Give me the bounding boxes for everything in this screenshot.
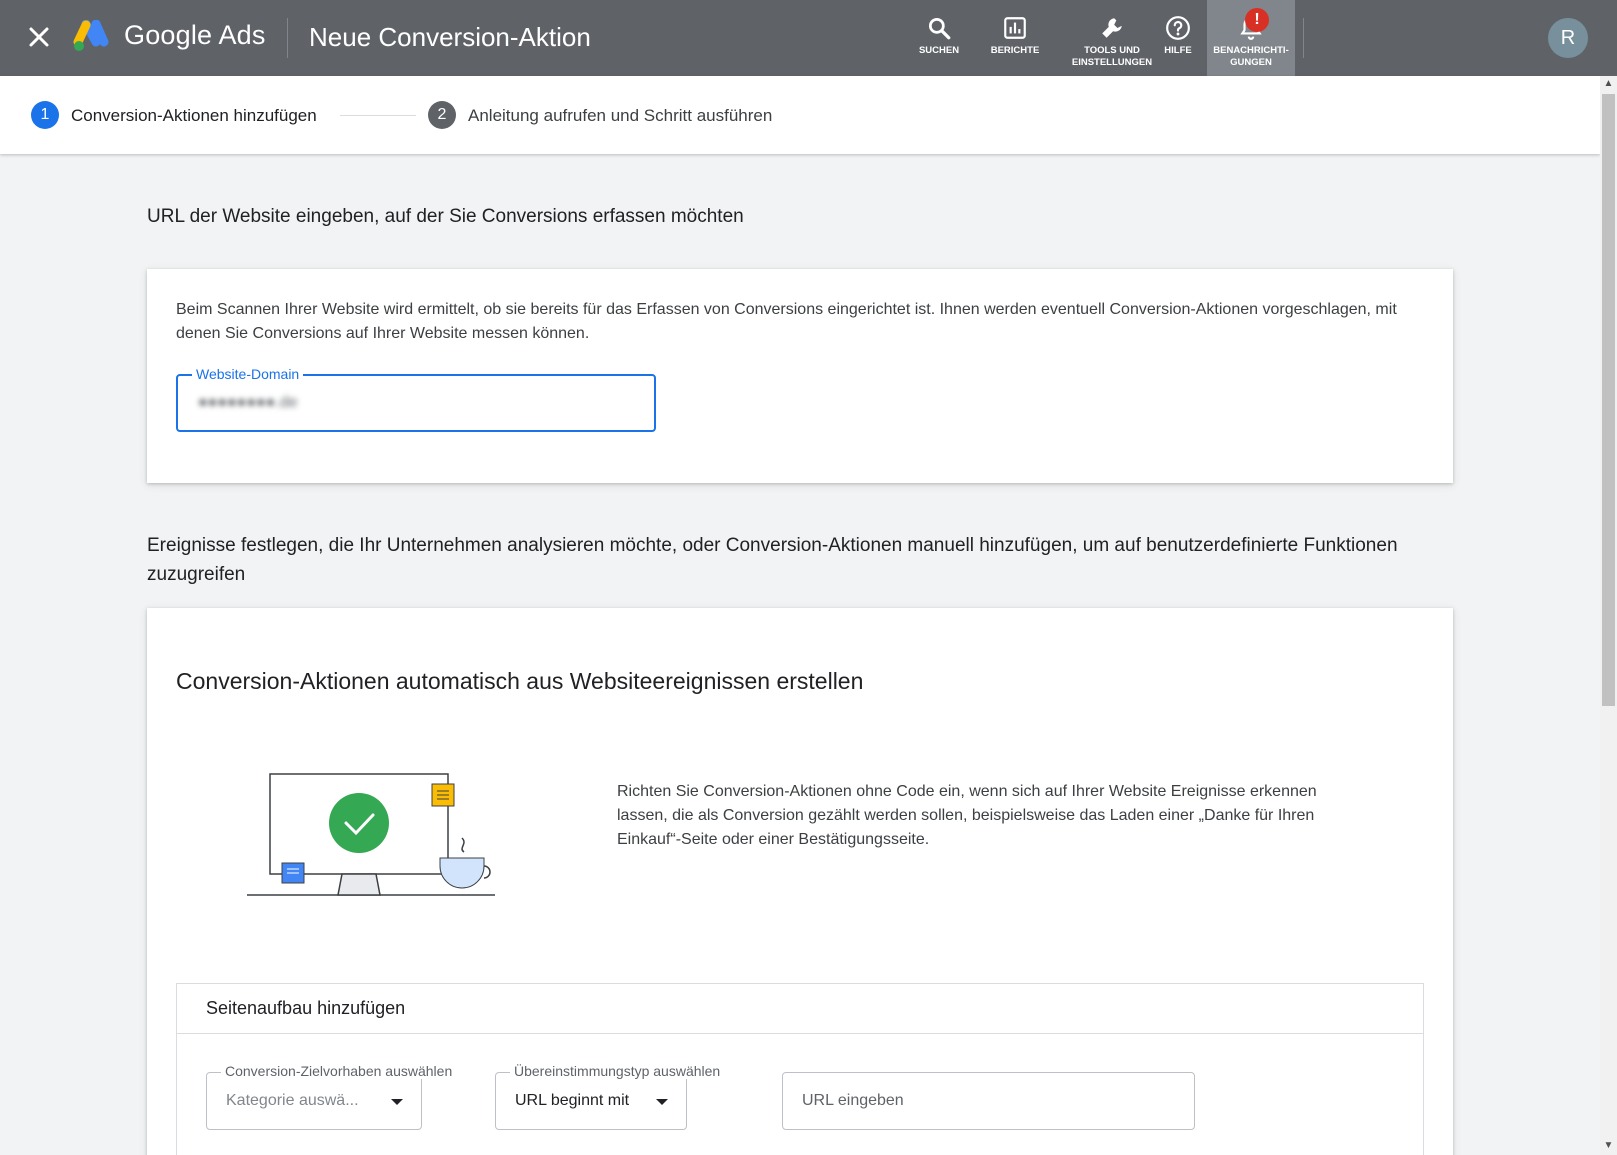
brand-name: Google Ads xyxy=(124,20,266,50)
close-button[interactable] xyxy=(24,22,54,52)
account-avatar[interactable]: R xyxy=(1548,18,1588,58)
url-input[interactable] xyxy=(782,1072,1195,1130)
nav-search-button[interactable] xyxy=(905,0,973,76)
conversion-goal-value: Kategorie auswä... xyxy=(226,1092,359,1109)
step-1-number: 1 xyxy=(31,101,59,129)
website-domain-value: ●●●●●●●●.de xyxy=(198,394,298,411)
step-2-number: 2 xyxy=(428,101,456,129)
website-section-heading: URL der Website eingeben, auf der Sie Conversions erfassen möchten xyxy=(147,206,744,227)
step-connector xyxy=(340,115,416,116)
monitor-checkmark-illustration xyxy=(242,758,502,908)
nav-reports-button[interactable] xyxy=(981,0,1049,76)
nav-search-label: SUCHEN xyxy=(918,45,960,56)
reports-icon xyxy=(1002,15,1028,41)
nav-help-label: HILFE xyxy=(1164,45,1192,56)
page-load-panel xyxy=(176,983,1424,1155)
step-1-label[interactable]: Conversion-Aktionen hinzufügen xyxy=(71,106,317,125)
chevron-down-icon xyxy=(656,1099,668,1105)
website-scan-card xyxy=(147,269,1453,483)
match-type-value: URL beginnt mit xyxy=(515,1092,630,1109)
nav-notifications-button[interactable] xyxy=(1207,0,1295,76)
page-title: Neue Conversion-Aktion xyxy=(309,22,591,52)
nav-reports-label: BERICHTE xyxy=(990,45,1040,56)
auto-conversion-card xyxy=(147,608,1453,1155)
match-type-label: Übereinstimmungstyp auswählen xyxy=(510,1063,724,1079)
stepper xyxy=(0,76,1600,154)
website-scan-description: Beim Scannen Ihrer Website wird ermittelt, ob sie bereits für das Erfassen von Conversions eingerichtet ist. Ihnen werden eventuell Conversion-Aktionen vorgeschlagen, mit denen Sie Conversions auf Ihrer Website messen können. xyxy=(176,301,1397,342)
scroll-down-arrow-icon[interactable]: ▼ xyxy=(1603,1140,1614,1151)
panel-divider xyxy=(177,1033,1423,1034)
website-domain-label: Website-Domain xyxy=(192,366,303,382)
conversion-goal-label: Conversion-Zielvorhaben auswählen xyxy=(221,1063,456,1079)
search-icon xyxy=(926,15,952,41)
nav-tools-button[interactable] xyxy=(1066,0,1158,76)
nav-divider xyxy=(1303,18,1304,58)
top-app-bar xyxy=(0,0,1617,76)
nav-notifications-label: BENACHRICHTI- GUNGEN xyxy=(1213,45,1289,68)
events-section-heading: Ereignisse festlegen, die Ihr Unternehmen analysieren möchte, oder Conversion-Aktionen manuell hinzufügen, um auf benutzerdefinierte Funktionen zuzugreifen xyxy=(147,535,1398,585)
help-icon xyxy=(1165,15,1191,41)
auto-conversion-title: Conversion-Aktionen automatisch aus Websiteereignissen erstellen xyxy=(176,668,864,694)
chevron-down-icon xyxy=(391,1099,403,1105)
step-2-label[interactable]: Anleitung aufrufen und Schritt ausführen xyxy=(468,106,773,125)
brand-divider xyxy=(287,18,288,58)
auto-conversion-description: Richten Sie Conversion-Aktionen ohne Code ein, wenn sich auf Ihrer Website Ereignisse erkennen lassen, die als Conversion gezählt werden sollen, beispielsweise das Laden einer „Danke für Ihren Einkauf“-Seite oder einer Bestätigungsseite. xyxy=(617,783,1317,848)
wrench-icon xyxy=(1099,15,1125,41)
scroll-up-arrow-icon[interactable]: ▲ xyxy=(1603,78,1614,89)
page-load-title: Seitenaufbau hinzufügen xyxy=(206,998,406,1018)
notification-badge: ! xyxy=(1245,8,1269,32)
conversion-goal-select[interactable] xyxy=(206,1063,453,1130)
close-icon xyxy=(24,22,54,52)
google-ads-logo-icon xyxy=(72,20,110,54)
match-type-select[interactable] xyxy=(495,1063,721,1130)
website-domain-field[interactable] xyxy=(176,366,656,432)
nav-tools-label: TOOLS UND EINSTELLUNGEN xyxy=(1071,45,1153,68)
nav-help-button[interactable] xyxy=(1160,0,1196,76)
scrollbar-thumb[interactable] xyxy=(1602,94,1615,706)
